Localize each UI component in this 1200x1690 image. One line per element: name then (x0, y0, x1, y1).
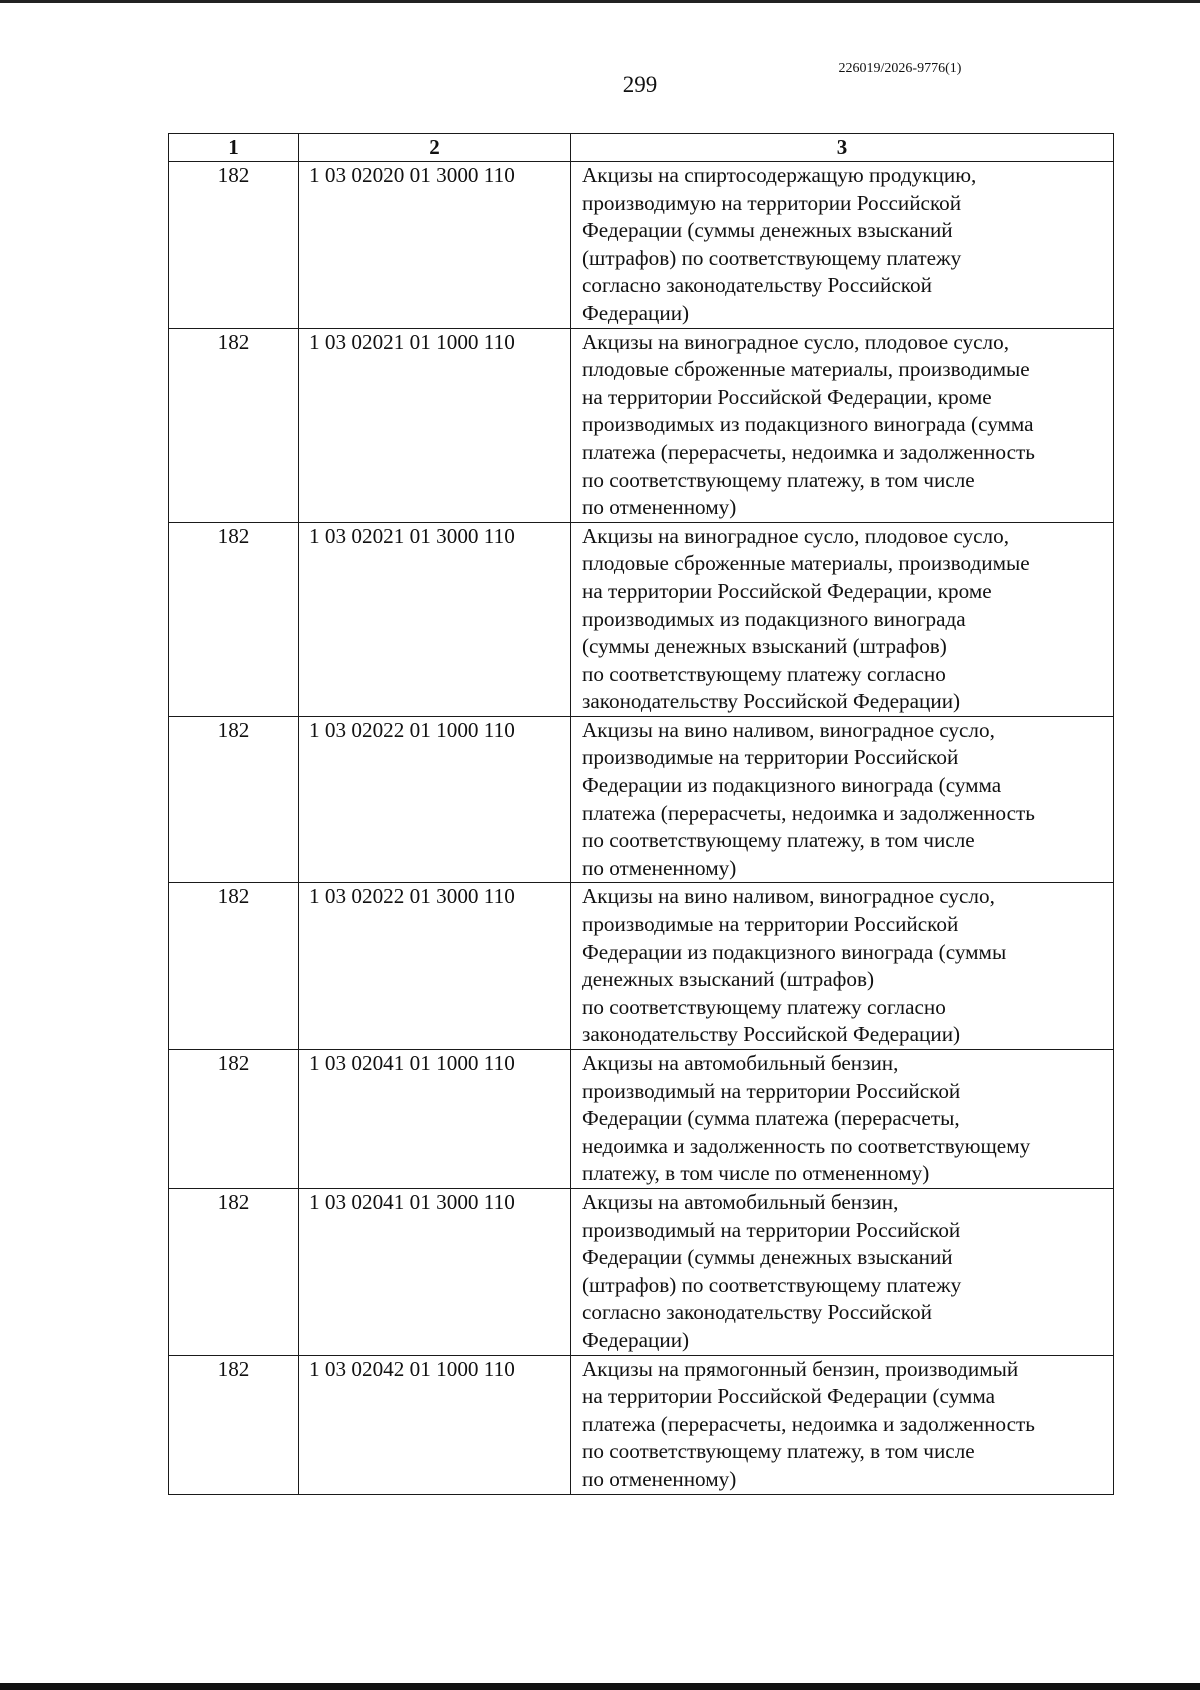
description-cell (571, 1050, 1114, 1189)
description-cell (571, 328, 1114, 522)
description-line: Акцизы на автомобильный бензин, (582, 1189, 899, 1214)
description-line: Акцизы на автомобильный бензин, (582, 1051, 899, 1075)
description-line: платежа (перерасчеты, недоимка и задолженность (582, 1411, 1035, 1436)
column-header-1: 1 (169, 134, 299, 162)
description-line: Федерации (суммы денежных взысканий (582, 1245, 953, 1270)
kbk-code-cell: 1 03 02020 01 3000 110 (299, 162, 571, 329)
table-header-row (169, 134, 1114, 162)
description-line: на территории Российской Федерации (сумма (582, 1384, 996, 1409)
description-line: по соответствующему платежу, в том числе (582, 828, 975, 853)
description-line: производимый на территории Российской (582, 1078, 961, 1103)
table-row (169, 1355, 1114, 1494)
budget-classification-table (168, 133, 1114, 1495)
table-row (169, 883, 1114, 1050)
description-line: производимую на территории Российской (582, 190, 962, 215)
description-line: производимые на территории Российской (582, 745, 959, 770)
description-line: Федерации) (582, 300, 690, 325)
description-line: согласно законодательству Российской (582, 1300, 932, 1325)
description-line: на территории Российской Федерации, кроме (582, 578, 992, 603)
description-line: производимый на территории Российской (582, 1217, 961, 1242)
table-row (169, 1050, 1114, 1189)
admin-code-cell: 182 (169, 522, 299, 716)
description-line: на территории Российской Федерации, кроме (582, 384, 992, 409)
admin-code-cell: 182 (169, 716, 299, 883)
description-line: по отмененному) (582, 1466, 737, 1491)
table-row (169, 716, 1114, 883)
description-line: по соответствующему платежу, в том числе (582, 1439, 975, 1464)
description-cell (571, 1355, 1114, 1494)
table-row (169, 1188, 1114, 1355)
admin-code-cell: 182 (169, 1050, 299, 1189)
table-row (169, 328, 1114, 522)
document-code: 226019/2026-9776(1) (838, 61, 962, 76)
description-line: Акцизы на спиртосодержащую продукцию, (582, 163, 977, 187)
description-line: по соответствующему платежу, в том числе (582, 467, 975, 492)
description-line: (штрафов) по соответствующему платежу (582, 245, 962, 270)
admin-code-cell: 182 (169, 883, 299, 1050)
description-cell (571, 883, 1114, 1050)
description-line: (штрафов) по соответствующему платежу (582, 1272, 962, 1297)
scan-edge-bottom (0, 1683, 1200, 1690)
kbk-code-cell: 1 03 02041 01 3000 110 (299, 1188, 571, 1355)
description-line: по соответствующему платежу согласно (582, 994, 946, 1019)
description-line: по отмененному) (582, 495, 737, 520)
description-line: по отмененному) (582, 855, 737, 880)
admin-code-cell: 182 (169, 328, 299, 522)
kbk-code-cell: 1 03 02042 01 1000 110 (299, 1355, 571, 1494)
description-line: законодательству Российской Федерации) (582, 689, 961, 714)
kbk-code-cell: 1 03 02022 01 3000 110 (299, 883, 571, 1050)
description-cell (571, 522, 1114, 716)
column-header-2: 2 (299, 134, 571, 162)
column-header-3: 3 (571, 134, 1114, 162)
table-body (169, 162, 1114, 1495)
description-line: Федерации из подакцизного винограда (суммы (582, 939, 1007, 964)
kbk-code-cell: 1 03 02021 01 1000 110 (299, 328, 571, 522)
table-row (169, 162, 1114, 329)
kbk-code-cell: 1 03 02041 01 1000 110 (299, 1050, 571, 1189)
description-line: платежа (перерасчеты, недоимка и задолженность (582, 800, 1035, 825)
table-row (169, 522, 1114, 716)
description-line: плодовые сброженные материалы, производимые (582, 357, 1030, 382)
page-number: 299 (622, 72, 658, 97)
description-line: производимых из подакцизного винограда (582, 606, 966, 631)
description-line: платежа (перерасчеты, недоимка и задолженность (582, 439, 1035, 464)
description-line: Федерации) (582, 1327, 690, 1352)
description-line: Федерации из подакцизного винограда (сумма (582, 773, 1002, 798)
description-line: Федерации (сумма платежа (перерасчеты, (582, 1106, 960, 1131)
description-line: согласно законодательству Российской (582, 273, 932, 298)
description-line: денежных взысканий (штрафов) (582, 967, 875, 992)
admin-code-cell: 182 (169, 1355, 299, 1494)
kbk-code-cell: 1 03 02022 01 1000 110 (299, 716, 571, 883)
description-line: законодательству Российской Федерации) (582, 1022, 961, 1047)
description-line: Федерации (суммы денежных взысканий (582, 218, 953, 243)
description-line: производимые на территории Российской (582, 912, 959, 937)
admin-code-cell: 182 (169, 1188, 299, 1355)
description-cell (571, 162, 1114, 329)
description-line: Акцизы на виноградное сусло, плодовое сусло, (582, 523, 1009, 548)
description-line: Акцизы на виноградное сусло, плодовое сусло, (582, 329, 1009, 354)
description-cell (571, 716, 1114, 883)
description-line: Акцизы на вино наливом, виноградное сусло, (582, 717, 995, 742)
description-line: плодовые сброженные материалы, производимые (582, 551, 1030, 576)
scan-edge-top (0, 0, 1200, 3)
description-line: по соответствующему платежу согласно (582, 661, 946, 686)
description-line: производимых из подакцизного винограда (сумма (582, 412, 1034, 437)
description-cell (571, 1188, 1114, 1355)
description-line: Акцизы на вино наливом, виноградное сусло, (582, 884, 995, 909)
description-line: (суммы денежных взысканий (штрафов) (582, 634, 947, 659)
description-line: Акцизы на прямогонный бензин, производимый (582, 1356, 1019, 1381)
description-line: платежу, в том числе по отмененному) (582, 1161, 930, 1186)
description-line: недоимка и задолженность по соответствующему (582, 1133, 1031, 1158)
kbk-code-cell: 1 03 02021 01 3000 110 (299, 522, 571, 716)
admin-code-cell: 182 (169, 162, 299, 329)
